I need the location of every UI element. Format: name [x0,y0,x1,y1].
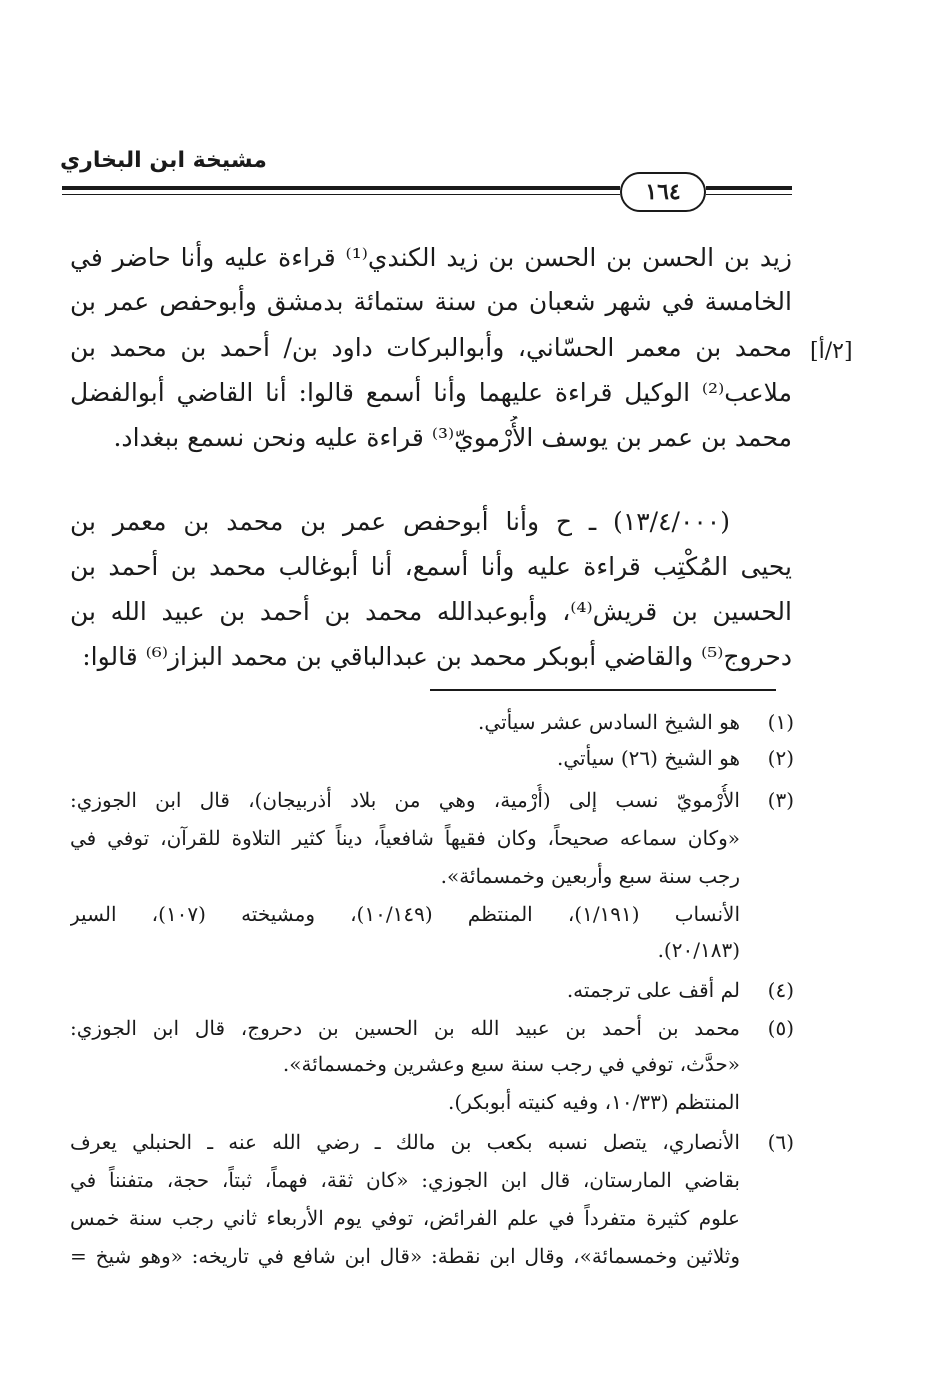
header-rule-right-thick [706,186,792,190]
page-number: ١٦٤ [620,172,706,212]
footnote-line: وثلاثين وخمسمائة»، وقال ابن نقطة: «قال ابن شافع في تاريخه: «وهو شيخ = [70,1244,740,1268]
text-line: يحيى المُكْتِب قراءة عليه وأنا أسمع، أنا أبوغالب محمد بن أحمد بن [70,552,792,581]
footnote-line: (٢٠/١٨٣). [657,938,740,962]
text-line: (١٣/٤/٠٠٠) ـ ح وأنا أبوحفص عمر بن محمد بن معمر بن [70,507,730,536]
running-header-title: مشيخة ابن البخاري [60,148,267,173]
footnote-number: (٦) [767,1130,794,1154]
footnote-line: الأنصاري، يتصل نسبه بكعب بن مالك ـ رضي الله عنه ـ الحنبلي يعرف [70,1130,740,1154]
text-line: ملاعب⁽²⁾ الوكيل قراءة عليهما وأنا أسمع قالوا: أنا القاضي أبوالفضل [70,378,792,407]
footnote-line: «حدَّث، توفي في رجب سنة سبع وعشرين وخمسمائة». [282,1052,740,1076]
footnote-number: (٣) [767,788,794,812]
header-rule-right-thin [706,194,792,195]
footnote-number: (٥) [767,1016,794,1040]
footnote-line: بقاضي المارستان، قال ابن الجوزي: «كان ثقة، فهماً، ثبتاً، حجة، متفنناً في [70,1168,740,1192]
text-line: الخامسة في شهر شعبان من سنة ستمائة بدمشق وأبوحفص عمر بن [70,287,792,316]
footnote-number: (٤) [767,978,794,1002]
footnote-number: (١) [767,710,794,734]
text-line: الحسين بن قريش⁽⁴⁾، وأبوعبدالله محمد بن أحمد بن عبيد الله بن [70,597,792,626]
text-line: محمد بن معمر الحسّاني، وأبوالبركات داود بن/ أحمد بن محمد بن [70,333,792,362]
footnote-line: لم أقف على ترجمته. [566,978,740,1002]
footnote-line: محمد بن أحمد بن عبيد الله بن الحسين بن دحروج، قال ابن الجوزي: [70,1016,740,1040]
footnote-line: علوم كثيرة متفرداً في علم الفرائض، توفي يوم الأربعاء ثاني رجب سنة خمس [70,1206,740,1230]
footnote-line: هو الشيخ السادس عشر سيأتي. [478,710,740,734]
footnote-separator [430,689,776,691]
footnote-number: (٢) [767,746,794,770]
text-line: زيد بن الحسن بن الحسن بن زيد الكندي⁽¹⁾ قراءة عليه وأنا حاضر في [70,243,792,272]
footnote-line: الأنساب (١/١٩١)، المنتظم (١٠/١٤٩)، ومشيخته (١٠٧)، السير [70,902,740,926]
footnote-line: المنتظم (١٠/٣٣، وفيه كنيته أبوبكر). [447,1090,740,1114]
header-rule-thick [62,186,620,190]
footnote-line: «وكان سماعه صحيحاً، وكان فقيهاً شافعياً، ديناً كثير التلاوة للقرآن، توفي في [70,826,740,850]
text-line: محمد بن عمر بن يوسف الأُرْمويّ⁽³⁾ قراءة عليه ونحن نسمع ببغداد. [113,423,792,452]
text-line: دحروج⁽⁵⁾ والقاضي أبوبكر محمد بن عبدالباقي بن محمد البزاز⁽⁶⁾ قالوا: [82,642,792,671]
manuscript-folio-marker: [٢/أ] [810,339,853,364]
footnote-line: الأُرْمويّ نسب إلى (أُرْمية، وهي من بلاد أذربيجان)، قال ابن الجوزي: [70,788,740,812]
footnote-line: رجب سنة سبع وأربعين وخمسمائة». [440,864,740,888]
footnote-line: هو الشيخ (٢٦) سيأتي. [557,746,740,770]
header-rule-thin [62,194,620,195]
